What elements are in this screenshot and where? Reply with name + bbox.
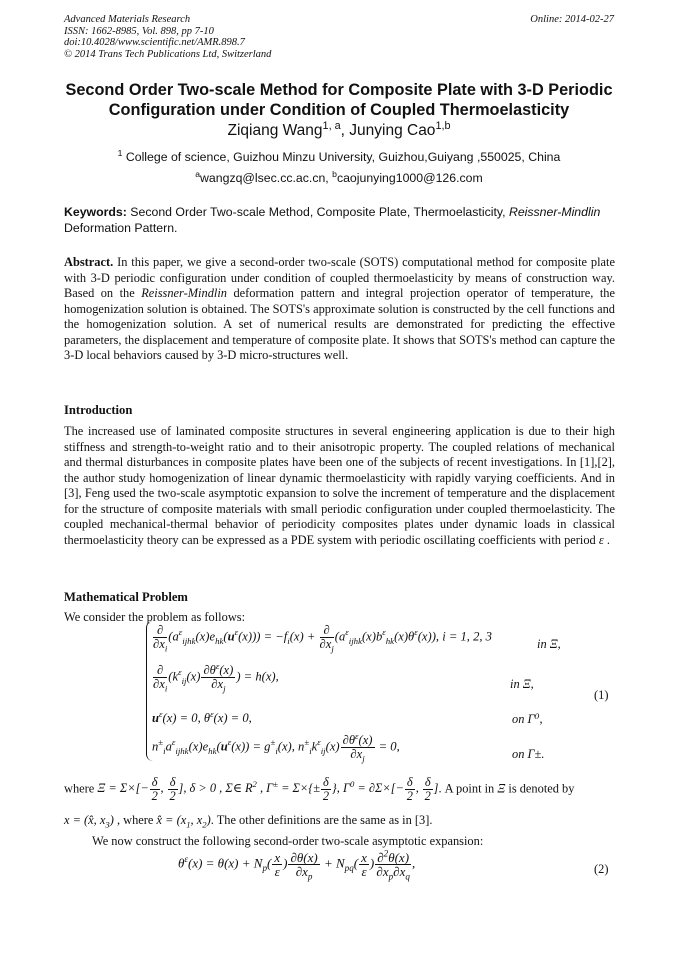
copyright: © 2014 Trans Tech Publications Ltd, Switzerland: [64, 48, 272, 60]
point-text: . A point in: [438, 781, 495, 796]
equation-domain-4: on Γ±.: [512, 747, 545, 761]
introduction-text: [64, 424, 615, 548]
abstract-text-end: deformation pattern and integral projection operator of temperature, the homogenization solution is obtained. The SOTS's approximate solution is constructed by the cell functions and the homogenization solution. A set of numerical results are demonstrated for predicting the effective parameters, the displacement and temperature of composite plate. It shows that SOTS's method can capture the 3-D local behaviors caused by 3-D micro-structures well.: [64, 286, 615, 362]
partial-fraction: $\frac{\partial}{\partial x_i}$: [153, 623, 168, 654]
abstract-label: Abstract.: [64, 255, 114, 269]
domain-definition: Ξ = Σ×[− $\frac{\delta}{2}$ , $\frac{\delta}{2}$ ], δ > 0 , Σ∈ $R^2$ , Γ± = Σ×{± $\frac{\delta}{2}$ }, $\Gamma^0 = \partial\Sigma\times[-$ $\frac{\delta}{2}$ , $\frac{\delta}{2}$ ]: [97, 775, 439, 803]
introduction-end: .: [603, 532, 610, 547]
author-affil-mark: 1, a: [322, 119, 341, 132]
email-mark: b: [332, 168, 337, 179]
where-text: , where: [113, 813, 157, 827]
keywords: [64, 205, 616, 236]
denoted-text: is denoted by: [505, 781, 575, 796]
email-link[interactable]: wangzq@lsec.cc.ac.cn,: [200, 171, 333, 185]
keywords-italic: Reissner-Mindlin: [508, 205, 601, 219]
paper-title: [40, 80, 638, 120]
problem-intro: We consider the problem as follows:: [64, 610, 246, 624]
title-line-2: Configuration under Condition of Coupled Thermoelasticity: [108, 101, 570, 119]
equation-number-1: (1): [594, 688, 609, 702]
author-name: Ziqiang Wang: [227, 122, 323, 139]
keywords-label: Keywords:: [64, 205, 127, 219]
abstract: [64, 255, 615, 364]
equation-row-1: $\frac{\partial}{\partial x_i}$ $(a^\varepsilon_{ijhk}(x)e_{hk}(u^\varepsilon(x))) = -f_i(x)$ + $\frac{\partial}{\partial x_j}$ $(a^\varepsilon_{ijhk}(x)b^\varepsilon_{hk}(x)\theta^\varepsilon(x))$, i = 1, 2, 3: [153, 623, 492, 654]
where-line: [64, 776, 616, 803]
keywords-text-end: Deformation Pattern.: [64, 220, 178, 235]
author-separator: ,: [340, 122, 350, 139]
author-affil-mark: 1,b: [435, 119, 451, 132]
journal-info: [64, 14, 271, 60]
issn: ISSN: 1662-8985, Vol. 898, pp 7-10: [64, 25, 214, 37]
math-problem-heading: Mathematical Problem: [64, 590, 188, 604]
journal-name: Advanced Materials Research: [64, 14, 191, 25]
equation-domain-2: in Ξ,: [510, 677, 534, 691]
introduction-heading: Introduction: [64, 403, 133, 417]
title-line-1: Second Order Two-scale Method for Composite Plate with 3-D Periodic: [65, 81, 613, 99]
doi: doi:10.4028/www.scientific.net/AMR.898.7: [64, 37, 245, 48]
author-name: Junying Cao: [349, 122, 436, 139]
partial-fraction: $\frac{\partial}{\partial x_i}$: [153, 663, 168, 694]
equation-domain-1: in Ξ,: [537, 637, 561, 651]
abstract-italic: Reissner-Mindlin: [141, 286, 227, 300]
affil-mark: 1: [117, 147, 123, 158]
online-date: Online: 2014-02-27: [530, 14, 614, 25]
author-emails: [40, 168, 638, 185]
equation-2: $\theta^\varepsilon(x) = \theta(x) + N_p$( $\frac{x}{\varepsilon}$ ) $\frac{\partial\theta(x)}{\partial x_p}$ + $N_{pq}$( $\frac{x}{\varepsilon}$ ) $\frac{\partial^2\theta(x)}{\partial x_p\partial x_q}$ ,: [178, 848, 416, 882]
equation-number-2: (2): [594, 862, 609, 876]
affiliation: [40, 147, 638, 164]
epsilon-symbol: ε: [598, 532, 604, 547]
construct-line: We now construct the following second-order two-scale asymptotic expansion:: [92, 834, 484, 848]
point-definition-line: [64, 813, 616, 829]
equation-row-3: $u^\varepsilon(x) = 0$, $\theta^\varepsilon(x) = 0$,: [152, 708, 252, 725]
where-label: where: [64, 781, 95, 796]
abstract-text: In this paper, we give a second-order two-scale (SOTS) computational method for composite plate with 3-D periodic configuration under condition of coupled thermoelasticity by means of construction way. Based on the: [64, 255, 615, 300]
xi-symbol: Ξ: [497, 781, 506, 796]
other-definitions: . The other definitions are the same as in [3].: [210, 813, 433, 827]
affil-text: College of science, Guizhou Minzu University, Guizhou,Guiyang ,550025, China: [122, 150, 561, 164]
keywords-text: Second Order Two-scale Method, Composite Plate, Thermoelasticity,: [126, 205, 509, 219]
email-mark: a: [195, 168, 201, 179]
equation-domain-3: on Γ⁰,: [512, 712, 543, 726]
equation-row-2: $\frac{\partial}{\partial x_i}$ ($k^\varepsilon_{ij}(x)$ $\frac{\partial\theta^\varepsilon(x)}{\partial x_j}$ ) = h(x),: [153, 660, 279, 694]
equation-row-4: $n^\pm_ia^\varepsilon_{ijhk}(x)e_{hk}(u^\varepsilon(x)) = g^\pm_i(x)$, $n^\pm_ik^\varepsilon_{ij}(x)$ $\frac{\partial\theta^\varepsilon(x)}{\partial x_j}$ = 0,: [152, 730, 400, 764]
introduction-body: The increased use of laminated composite structures in several engineering application is due to their high stiffness and strength-to-weight ratio and to their anisotropic property. The coupled relations of mechanical and thermal disturbances in composite plates have been one of the subjects of recent investigations. In [1],[2], the author study homogenization of linear dynamic thermoelasticity with rapidly varying coefficients. And in [3], Feng used the two-scale asymptotic expansion to solve the increment of temperature and the displacement for the structure of composite materials with small periodic configuration under coupled thermoelasticity. The coupled mechanical-thermal behavior of periodicity composites plates under dynamic loads in classical thermoelasticity theory can be expressed as a PDE system with periodic oscillating coefficients with period: [64, 424, 615, 547]
authors: [40, 119, 638, 140]
email-link[interactable]: caojunying1000@126.com: [336, 171, 483, 185]
xhat-formula: x̂ = ($x_1$, $x_2$): [156, 813, 211, 830]
point-formula: x = (x̂, $x_3$): [64, 813, 114, 830]
